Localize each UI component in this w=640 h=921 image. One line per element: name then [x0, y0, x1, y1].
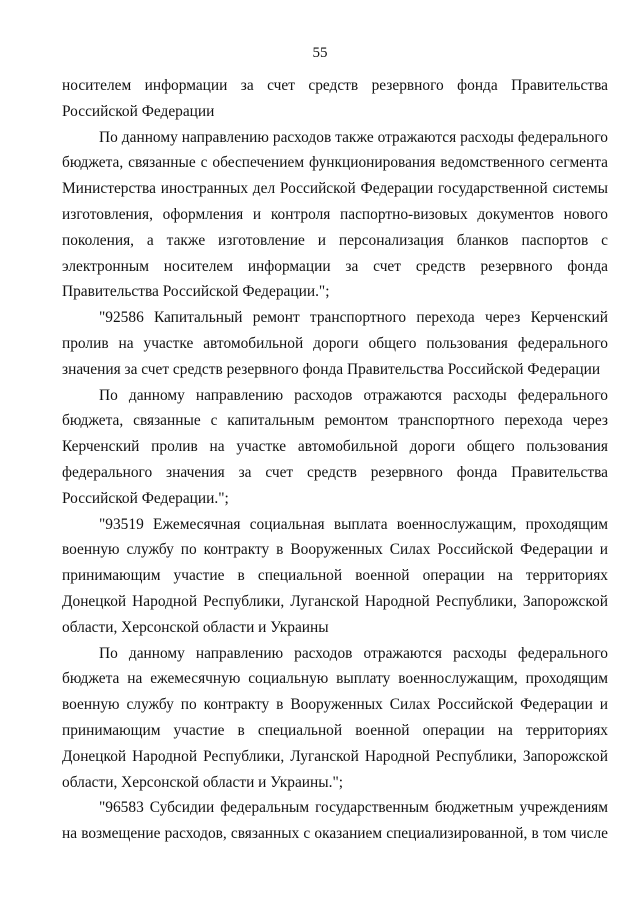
- paragraph-93519-heading: "93519 Ежемесячная социальная выплата военнослужащим, проходящим военную службу по контракту в Вооруженных Силах Российской Федерации и принимающим участие в специальной военной операции на территориях Донецкой Народной Республики, Луганской Народной Республики, Запорожской области, Херсонской области и Украины: [62, 515, 608, 636]
- paragraph-96583-heading: "96583 Субсидии федеральным государственным бюджетным учреждениям на возмещение расходов, связанных с оказанием специализированной, в том числе: [62, 799, 608, 843]
- page-number: 55: [312, 45, 328, 61]
- paragraph-92586-heading: "92586 Капитальный ремонт транспортного перехода через Керченский пролив на участке автомобильной дороги общего пользования федерального значения за счет средств резервного фонда Правительства Российской Федерации: [62, 309, 608, 378]
- paragraph-92586-description: По данному направлению расходов отражаются расходы федерального бюджета, связанные с капитальным ремонтом транспортного перехода через Керченский пролив на участке автомобильной дороги общего пользования федерального значения за счет средств резервного фонда Правительства Российской Федерации.";: [62, 386, 608, 507]
- paragraph-continuation: носителем информации за счет средств резервного фонда Правительства Российской Федерации: [62, 77, 608, 120]
- document-body: [62, 73, 608, 847]
- paragraph-93519-description: По данному направлению расходов отражаются расходы федерального бюджета на ежемесячную социальную выплату военнослужащим, проходящим военную службу по контракту в Вооруженных Силах Российской Федерации и принимающим участие в специальной военной операции на территориях Донецкой Народной Республики, Луганской Народной Республики, Запорожской области, Херсонской области и Украины.";: [62, 644, 608, 791]
- paragraph-mfa-passport-segment: По данному направлению расходов также отражаются расходы федерального бюджета, связанные с обеспечением функционирования ведомственного сегмента Министерства иностранных дел Российской Федерации государственной системы изготовления, оформления и контроля паспортно-визовых документов нового поколения, а также изготовление и персонализация бланков паспортов с электронным носителем информации за счет средств резервного фонда Правительства Российской Федерации.";: [62, 128, 608, 301]
